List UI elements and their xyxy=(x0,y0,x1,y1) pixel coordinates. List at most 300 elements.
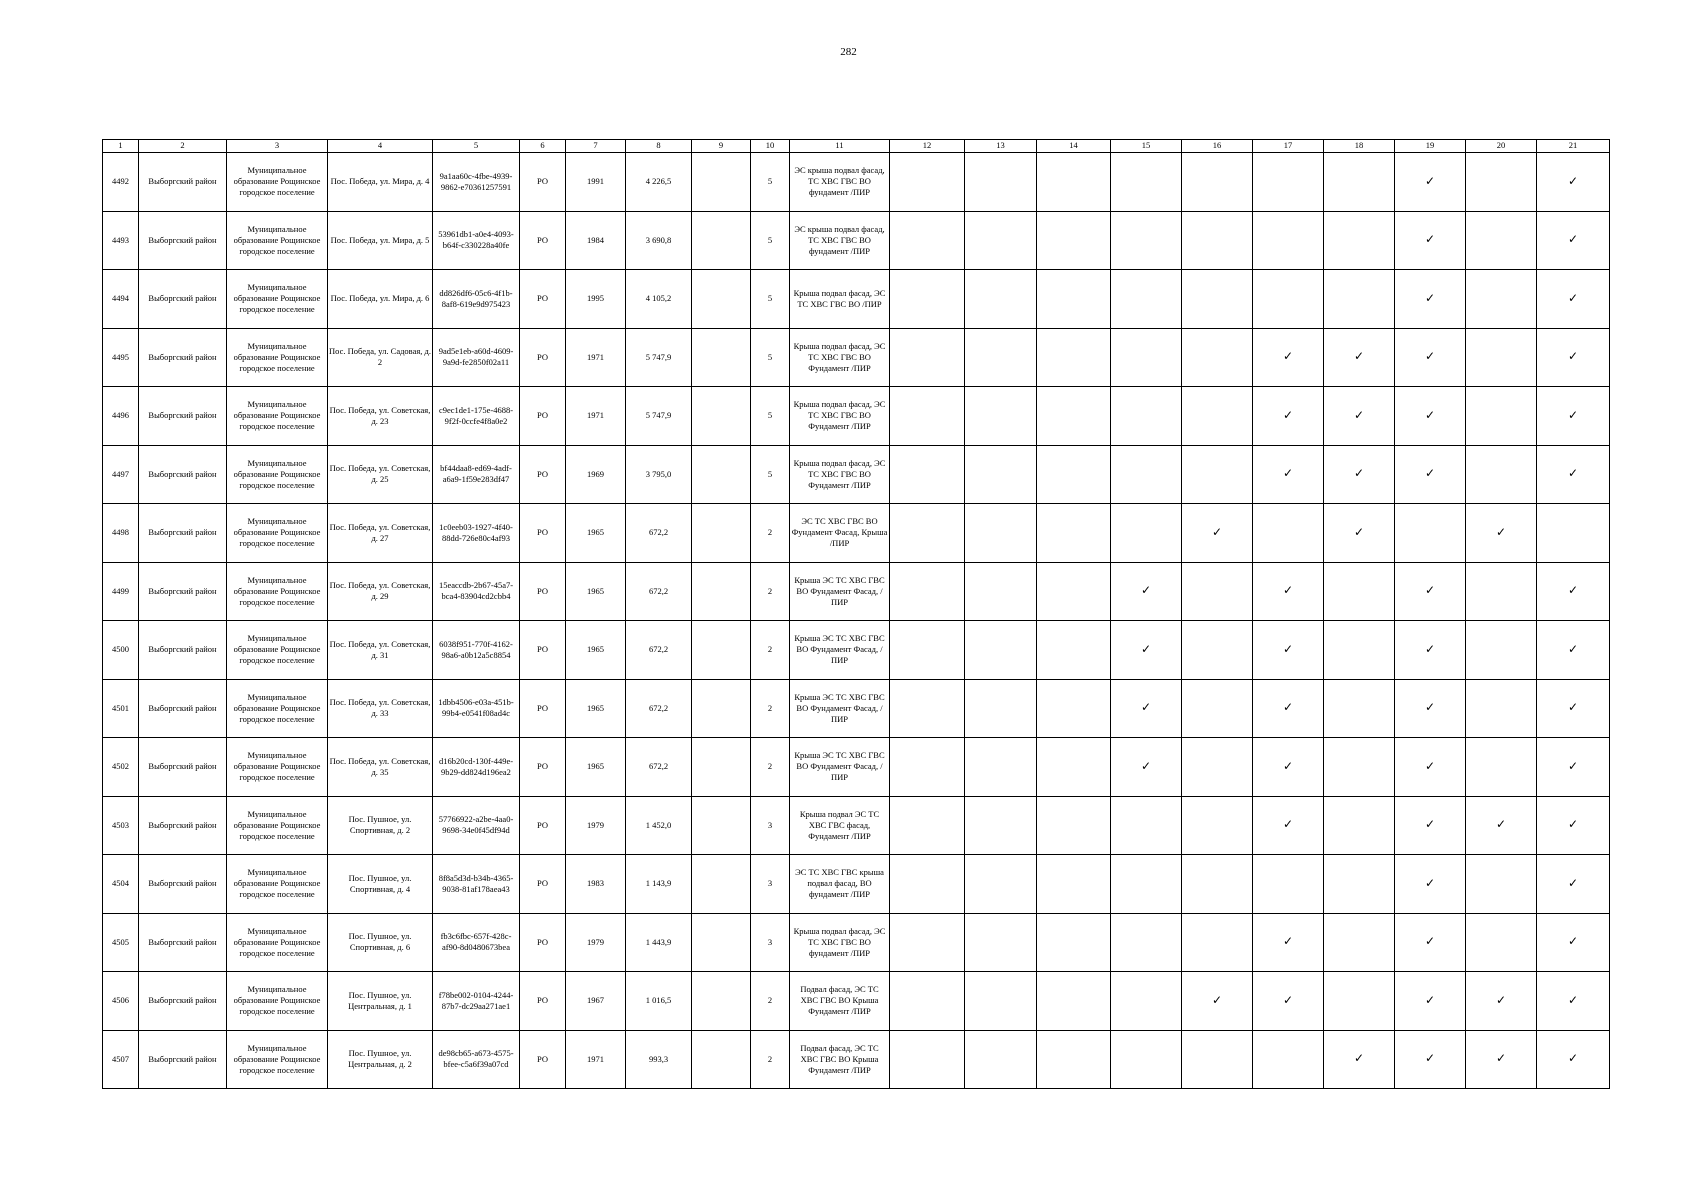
cell-col-21 xyxy=(1537,504,1610,563)
check-mark-icon: ✓ xyxy=(1567,349,1579,364)
check-mark-icon: ✓ xyxy=(1567,407,1579,422)
cell-col-12 xyxy=(890,796,965,855)
cell-col-19 xyxy=(1395,504,1466,563)
check-mark-icon: ✓ xyxy=(1353,407,1365,422)
cell-col-21 xyxy=(1537,913,1610,972)
cell-col-4: Пос. Пушное, ул. Спортивная, д. 4 xyxy=(328,855,433,914)
cell-col-2: Выборгский район xyxy=(139,328,227,387)
cell-col-11: Подвал фасад, ЭС ТС ХВС ГВС ВО Крыша Фундамент /ПИР xyxy=(790,972,890,1031)
cell-col-18 xyxy=(1324,679,1395,738)
cell-col-19 xyxy=(1395,1030,1466,1089)
cell-col-21 xyxy=(1537,1030,1610,1089)
check-mark-icon: ✓ xyxy=(1567,934,1579,949)
cell-col-12 xyxy=(890,738,965,797)
cell-col-18 xyxy=(1324,328,1395,387)
cell-col-20 xyxy=(1466,328,1537,387)
cell-col-6: РО xyxy=(520,270,566,329)
cell-col-8: 1 452,0 xyxy=(626,796,692,855)
cell-col-11: ЭС ТС ХВС ГВС ВО Фундамент Фасад, Крыша /ПИР xyxy=(790,504,890,563)
cell-col-12 xyxy=(890,153,965,212)
cell-col-16 xyxy=(1182,1030,1253,1089)
cell-col-19 xyxy=(1395,738,1466,797)
cell-col-9 xyxy=(692,679,751,738)
cell-col-4: Пос. Победа, ул. Советская, д. 23 xyxy=(328,387,433,446)
cell-col-17 xyxy=(1253,153,1324,212)
cell-col-13 xyxy=(965,621,1037,680)
cell-col-21 xyxy=(1537,211,1610,270)
cell-col-20 xyxy=(1466,679,1537,738)
cell-col-9 xyxy=(692,913,751,972)
cell-col-15 xyxy=(1111,387,1182,446)
cell-col-6: РО xyxy=(520,621,566,680)
cell-col-9 xyxy=(692,504,751,563)
cell-col-14 xyxy=(1037,211,1111,270)
cell-col-19 xyxy=(1395,679,1466,738)
cell-col-4: Пос. Победа, ул. Советская, д. 29 xyxy=(328,562,433,621)
cell-col-14 xyxy=(1037,972,1111,1031)
cell-col-8: 1 443,9 xyxy=(626,913,692,972)
cell-col-20 xyxy=(1466,796,1537,855)
check-mark-icon: ✓ xyxy=(1282,641,1294,656)
cell-col-9 xyxy=(692,562,751,621)
cell-col-2: Выборгский район xyxy=(139,1030,227,1089)
cell-col-8: 5 747,9 xyxy=(626,387,692,446)
cell-col-6: РО xyxy=(520,153,566,212)
cell-col-1: 4496 xyxy=(103,387,139,446)
cell-col-5: c9ec1de1-175e-4688-9f2f-0ccfe4f8a0e2 xyxy=(433,387,520,446)
cell-col-19 xyxy=(1395,153,1466,212)
cell-col-17 xyxy=(1253,796,1324,855)
cell-col-9 xyxy=(692,972,751,1031)
cell-col-15 xyxy=(1111,504,1182,563)
cell-col-12 xyxy=(890,1030,965,1089)
check-mark-icon: ✓ xyxy=(1567,992,1579,1007)
cell-col-8: 672,2 xyxy=(626,562,692,621)
cell-col-2: Выборгский район xyxy=(139,913,227,972)
cell-col-2: Выборгский район xyxy=(139,972,227,1031)
cell-col-2: Выборгский район xyxy=(139,504,227,563)
check-mark-icon: ✓ xyxy=(1282,992,1294,1007)
cell-col-5: 1dbb4506-e03a-451b-99b4-e0541f08ad4c xyxy=(433,679,520,738)
table-row xyxy=(103,328,1610,387)
cell-col-21 xyxy=(1537,270,1610,329)
cell-col-3: Муниципальное образование Рощинское городское поселение xyxy=(227,738,328,797)
cell-col-9 xyxy=(692,153,751,212)
cell-col-11: Крыша подвал фасад, ЭС ТС ХВС ГВС ВО фундамент /ПИР xyxy=(790,913,890,972)
cell-col-16 xyxy=(1182,270,1253,329)
cell-col-13 xyxy=(965,270,1037,329)
check-mark-icon: ✓ xyxy=(1424,583,1436,598)
cell-col-3: Муниципальное образование Рощинское городское поселение xyxy=(227,621,328,680)
cell-col-10: 2 xyxy=(751,504,790,563)
cell-col-4: Пос. Победа, ул. Советская, д. 35 xyxy=(328,738,433,797)
check-mark-icon: ✓ xyxy=(1495,524,1507,539)
column-header-8: 8 xyxy=(626,140,692,153)
cell-col-9 xyxy=(692,387,751,446)
cell-col-6: РО xyxy=(520,504,566,563)
table-row xyxy=(103,211,1610,270)
check-mark-icon: ✓ xyxy=(1140,641,1152,656)
cell-col-19 xyxy=(1395,855,1466,914)
check-mark-icon: ✓ xyxy=(1424,700,1436,715)
cell-col-6: РО xyxy=(520,1030,566,1089)
cell-col-16 xyxy=(1182,738,1253,797)
cell-col-8: 672,2 xyxy=(626,504,692,563)
table-row xyxy=(103,153,1610,212)
check-mark-icon: ✓ xyxy=(1495,817,1507,832)
cell-col-16 xyxy=(1182,153,1253,212)
cell-col-10: 2 xyxy=(751,562,790,621)
cell-col-13 xyxy=(965,445,1037,504)
cell-col-2: Выборгский район xyxy=(139,211,227,270)
cell-col-15 xyxy=(1111,562,1182,621)
cell-col-13 xyxy=(965,504,1037,563)
cell-col-1: 4498 xyxy=(103,504,139,563)
cell-col-21 xyxy=(1537,387,1610,446)
cell-col-3: Муниципальное образование Рощинское городское поселение xyxy=(227,211,328,270)
check-mark-icon: ✓ xyxy=(1282,349,1294,364)
column-header-21: 21 xyxy=(1537,140,1610,153)
header-row xyxy=(103,140,1610,153)
table-row xyxy=(103,270,1610,329)
cell-col-4: Пос. Победа, ул. Мира, д. 4 xyxy=(328,153,433,212)
cell-col-17 xyxy=(1253,328,1324,387)
cell-col-10: 5 xyxy=(751,445,790,504)
cell-col-13 xyxy=(965,679,1037,738)
cell-col-3: Муниципальное образование Рощинское городское поселение xyxy=(227,270,328,329)
table-row xyxy=(103,387,1610,446)
table-row xyxy=(103,855,1610,914)
check-mark-icon: ✓ xyxy=(1424,934,1436,949)
cell-col-3: Муниципальное образование Рощинское городское поселение xyxy=(227,153,328,212)
cell-col-2: Выборгский район xyxy=(139,153,227,212)
cell-col-2: Выборгский район xyxy=(139,445,227,504)
cell-col-21 xyxy=(1537,855,1610,914)
table-row xyxy=(103,972,1610,1031)
cell-col-1: 4497 xyxy=(103,445,139,504)
cell-col-7: 1979 xyxy=(566,913,626,972)
cell-col-4: Пос. Пушное, ул. Спортивная, д. 2 xyxy=(328,796,433,855)
check-mark-icon: ✓ xyxy=(1424,407,1436,422)
cell-col-5: dd826df6-05c6-4f1b-8af8-619e9d975423 xyxy=(433,270,520,329)
cell-col-21 xyxy=(1537,562,1610,621)
column-header-9: 9 xyxy=(692,140,751,153)
cell-col-12 xyxy=(890,211,965,270)
cell-col-1: 4505 xyxy=(103,913,139,972)
cell-col-13 xyxy=(965,562,1037,621)
cell-col-2: Выборгский район xyxy=(139,738,227,797)
check-mark-icon: ✓ xyxy=(1495,1051,1507,1066)
cell-col-15 xyxy=(1111,679,1182,738)
check-mark-icon: ✓ xyxy=(1282,466,1294,481)
cell-col-5: fb3c6fbc-657f-428c-af90-8d0480673bea xyxy=(433,913,520,972)
cell-col-20 xyxy=(1466,387,1537,446)
cell-col-14 xyxy=(1037,153,1111,212)
cell-col-12 xyxy=(890,270,965,329)
check-mark-icon: ✓ xyxy=(1282,817,1294,832)
cell-col-12 xyxy=(890,679,965,738)
table-row xyxy=(103,679,1610,738)
cell-col-14 xyxy=(1037,270,1111,329)
cell-col-1: 4507 xyxy=(103,1030,139,1089)
cell-col-16 xyxy=(1182,387,1253,446)
cell-col-6: РО xyxy=(520,562,566,621)
cell-col-3: Муниципальное образование Рощинское городское поселение xyxy=(227,504,328,563)
check-mark-icon: ✓ xyxy=(1424,758,1436,773)
table-row xyxy=(103,445,1610,504)
cell-col-21 xyxy=(1537,796,1610,855)
cell-col-17 xyxy=(1253,562,1324,621)
cell-col-21 xyxy=(1537,679,1610,738)
check-mark-icon: ✓ xyxy=(1282,407,1294,422)
cell-col-6: РО xyxy=(520,796,566,855)
cell-col-2: Выборгский район xyxy=(139,855,227,914)
check-mark-icon: ✓ xyxy=(1140,583,1152,598)
cell-col-4: Пос. Победа, ул. Мира, д. 5 xyxy=(328,211,433,270)
cell-col-10: 5 xyxy=(751,211,790,270)
cell-col-19 xyxy=(1395,328,1466,387)
cell-col-2: Выборгский район xyxy=(139,621,227,680)
cell-col-18 xyxy=(1324,1030,1395,1089)
cell-col-5: f78be002-0104-4244-87b7-dc29aa271ae1 xyxy=(433,972,520,1031)
data-table xyxy=(102,139,1610,1089)
cell-col-20 xyxy=(1466,913,1537,972)
column-header-1: 1 xyxy=(103,140,139,153)
cell-col-3: Муниципальное образование Рощинское городское поселение xyxy=(227,913,328,972)
column-header-18: 18 xyxy=(1324,140,1395,153)
cell-col-13 xyxy=(965,913,1037,972)
cell-col-4: Пос. Победа, ул. Садовая, д. 2 xyxy=(328,328,433,387)
cell-col-15 xyxy=(1111,328,1182,387)
cell-col-20 xyxy=(1466,855,1537,914)
cell-col-3: Муниципальное образование Рощинское городское поселение xyxy=(227,679,328,738)
check-mark-icon: ✓ xyxy=(1282,758,1294,773)
cell-col-16 xyxy=(1182,796,1253,855)
cell-col-8: 672,2 xyxy=(626,621,692,680)
cell-col-13 xyxy=(965,387,1037,446)
cell-col-14 xyxy=(1037,445,1111,504)
cell-col-9 xyxy=(692,445,751,504)
cell-col-14 xyxy=(1037,855,1111,914)
cell-col-4: Пос. Победа, ул. Советская, д. 31 xyxy=(328,621,433,680)
check-mark-icon: ✓ xyxy=(1424,349,1436,364)
cell-col-17 xyxy=(1253,445,1324,504)
cell-col-6: РО xyxy=(520,738,566,797)
cell-col-3: Муниципальное образование Рощинское городское поселение xyxy=(227,796,328,855)
cell-col-11: ЭС крыша подвал фасад, ТС ХВС ГВС ВО фундамент /ПИР xyxy=(790,153,890,212)
cell-col-10: 2 xyxy=(751,738,790,797)
cell-col-12 xyxy=(890,621,965,680)
cell-col-7: 1983 xyxy=(566,855,626,914)
cell-col-10: 2 xyxy=(751,679,790,738)
cell-col-10: 2 xyxy=(751,621,790,680)
column-header-12: 12 xyxy=(890,140,965,153)
cell-col-21 xyxy=(1537,738,1610,797)
cell-col-5: 15eaccdb-2b67-45a7-bca4-83904cd2cbb4 xyxy=(433,562,520,621)
cell-col-8: 4 105,2 xyxy=(626,270,692,329)
cell-col-16 xyxy=(1182,328,1253,387)
cell-col-2: Выборгский район xyxy=(139,562,227,621)
table-row xyxy=(103,1030,1610,1089)
cell-col-9 xyxy=(692,738,751,797)
cell-col-9 xyxy=(692,1030,751,1089)
cell-col-12 xyxy=(890,913,965,972)
cell-col-14 xyxy=(1037,796,1111,855)
cell-col-11: Крыша ЭС ТС ХВС ГВС ВО Фундамент Фасад, /ПИР xyxy=(790,621,890,680)
cell-col-17 xyxy=(1253,972,1324,1031)
cell-col-10: 5 xyxy=(751,270,790,329)
cell-col-14 xyxy=(1037,679,1111,738)
cell-col-18 xyxy=(1324,211,1395,270)
cell-col-18 xyxy=(1324,562,1395,621)
cell-col-20 xyxy=(1466,445,1537,504)
cell-col-7: 1971 xyxy=(566,387,626,446)
cell-col-6: РО xyxy=(520,913,566,972)
cell-col-11: Подвал фасад, ЭС ТС ХВС ГВС ВО Крыша Фундамент /ПИР xyxy=(790,1030,890,1089)
check-mark-icon: ✓ xyxy=(1567,641,1579,656)
cell-col-3: Муниципальное образование Рощинское городское поселение xyxy=(227,1030,328,1089)
table-row xyxy=(103,796,1610,855)
cell-col-6: РО xyxy=(520,855,566,914)
cell-col-16 xyxy=(1182,621,1253,680)
cell-col-11: Крыша подвал фасад, ЭС ТС ХВС ГВС ВО Фундамент /ПИР xyxy=(790,328,890,387)
cell-col-9 xyxy=(692,855,751,914)
cell-col-20 xyxy=(1466,1030,1537,1089)
cell-col-1: 4506 xyxy=(103,972,139,1031)
cell-col-11: Крыша ЭС ТС ХВС ГВС ВО Фундамент Фасад, /ПИР xyxy=(790,562,890,621)
check-mark-icon: ✓ xyxy=(1424,290,1436,305)
column-header-16: 16 xyxy=(1182,140,1253,153)
cell-col-10: 2 xyxy=(751,1030,790,1089)
cell-col-5: 1c0eeb03-1927-4f40-88dd-726e80c4af93 xyxy=(433,504,520,563)
cell-col-2: Выборгский район xyxy=(139,270,227,329)
cell-col-16 xyxy=(1182,445,1253,504)
cell-col-20 xyxy=(1466,211,1537,270)
check-mark-icon: ✓ xyxy=(1567,700,1579,715)
check-mark-icon: ✓ xyxy=(1424,1051,1436,1066)
check-mark-icon: ✓ xyxy=(1424,232,1436,247)
cell-col-14 xyxy=(1037,562,1111,621)
check-mark-icon: ✓ xyxy=(1282,934,1294,949)
check-mark-icon: ✓ xyxy=(1282,583,1294,598)
cell-col-10: 5 xyxy=(751,153,790,212)
cell-col-14 xyxy=(1037,504,1111,563)
cell-col-19 xyxy=(1395,562,1466,621)
cell-col-4: Пос. Пушное, ул. Центральная, д. 2 xyxy=(328,1030,433,1089)
cell-col-18 xyxy=(1324,913,1395,972)
column-header-5: 5 xyxy=(433,140,520,153)
cell-col-1: 4492 xyxy=(103,153,139,212)
cell-col-14 xyxy=(1037,387,1111,446)
cell-col-15 xyxy=(1111,855,1182,914)
cell-col-11: Крыша подвал фасад, ЭС ТС ХВС ГВС ВО Фундамент /ПИР xyxy=(790,445,890,504)
cell-col-9 xyxy=(692,270,751,329)
cell-col-8: 1 016,5 xyxy=(626,972,692,1031)
cell-col-20 xyxy=(1466,153,1537,212)
cell-col-21 xyxy=(1537,445,1610,504)
cell-col-13 xyxy=(965,153,1037,212)
cell-col-3: Муниципальное образование Рощинское городское поселение xyxy=(227,387,328,446)
column-header-4: 4 xyxy=(328,140,433,153)
cell-col-1: 4499 xyxy=(103,562,139,621)
cell-col-12 xyxy=(890,562,965,621)
cell-col-1: 4504 xyxy=(103,855,139,914)
check-mark-icon: ✓ xyxy=(1567,173,1579,188)
column-header-2: 2 xyxy=(139,140,227,153)
cell-col-5: 8f8a5d3d-b34b-4365-9038-81af178aea43 xyxy=(433,855,520,914)
cell-col-14 xyxy=(1037,913,1111,972)
cell-col-20 xyxy=(1466,562,1537,621)
cell-col-17 xyxy=(1253,738,1324,797)
column-header-3: 3 xyxy=(227,140,328,153)
column-header-17: 17 xyxy=(1253,140,1324,153)
cell-col-16 xyxy=(1182,972,1253,1031)
cell-col-7: 1965 xyxy=(566,679,626,738)
cell-col-3: Муниципальное образование Рощинское городское поселение xyxy=(227,562,328,621)
cell-col-20 xyxy=(1466,621,1537,680)
cell-col-17 xyxy=(1253,270,1324,329)
cell-col-12 xyxy=(890,855,965,914)
cell-col-7: 1965 xyxy=(566,562,626,621)
cell-col-15 xyxy=(1111,1030,1182,1089)
cell-col-13 xyxy=(965,211,1037,270)
column-header-20: 20 xyxy=(1466,140,1537,153)
cell-col-9 xyxy=(692,796,751,855)
cell-col-2: Выборгский район xyxy=(139,387,227,446)
cell-col-11: Крыша ЭС ТС ХВС ГВС ВО Фундамент Фасад, /ПИР xyxy=(790,738,890,797)
cell-col-12 xyxy=(890,445,965,504)
cell-col-21 xyxy=(1537,621,1610,680)
cell-col-1: 4495 xyxy=(103,328,139,387)
cell-col-11: ЭС крыша подвал фасад, ТС ХВС ГВС ВО фундамент /ПИР xyxy=(790,211,890,270)
column-header-19: 19 xyxy=(1395,140,1466,153)
cell-col-17 xyxy=(1253,504,1324,563)
cell-col-6: РО xyxy=(520,972,566,1031)
table-body xyxy=(103,153,1610,1089)
check-mark-icon: ✓ xyxy=(1567,875,1579,890)
cell-col-5: 6038f951-770f-4162-98a6-a0b12a5c8854 xyxy=(433,621,520,680)
check-mark-icon: ✓ xyxy=(1567,290,1579,305)
cell-col-19 xyxy=(1395,211,1466,270)
cell-col-6: РО xyxy=(520,328,566,387)
cell-col-7: 1965 xyxy=(566,504,626,563)
column-header-14: 14 xyxy=(1037,140,1111,153)
cell-col-19 xyxy=(1395,387,1466,446)
cell-col-3: Муниципальное образование Рощинское городское поселение xyxy=(227,855,328,914)
cell-col-8: 993,3 xyxy=(626,1030,692,1089)
cell-col-6: РО xyxy=(520,387,566,446)
cell-col-3: Муниципальное образование Рощинское городское поселение xyxy=(227,445,328,504)
cell-col-1: 4493 xyxy=(103,211,139,270)
cell-col-16 xyxy=(1182,913,1253,972)
cell-col-16 xyxy=(1182,855,1253,914)
cell-col-20 xyxy=(1466,972,1537,1031)
cell-col-9 xyxy=(692,328,751,387)
table-row xyxy=(103,621,1610,680)
cell-col-8: 5 747,9 xyxy=(626,328,692,387)
cell-col-21 xyxy=(1537,328,1610,387)
table-row xyxy=(103,504,1610,563)
cell-col-3: Муниципальное образование Рощинское городское поселение xyxy=(227,972,328,1031)
cell-col-8: 3 690,8 xyxy=(626,211,692,270)
cell-col-7: 1969 xyxy=(566,445,626,504)
cell-col-17 xyxy=(1253,679,1324,738)
cell-col-18 xyxy=(1324,387,1395,446)
cell-col-17 xyxy=(1253,387,1324,446)
cell-col-18 xyxy=(1324,270,1395,329)
cell-col-7: 1984 xyxy=(566,211,626,270)
cell-col-15 xyxy=(1111,621,1182,680)
